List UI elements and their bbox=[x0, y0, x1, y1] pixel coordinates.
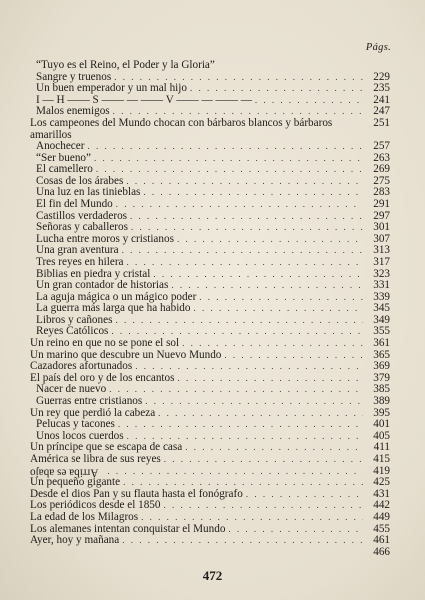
dot-leader bbox=[118, 419, 363, 431]
toc-entry-title: Ayer, hoy y mañana bbox=[30, 534, 120, 547]
toc-entry-page: 355 bbox=[373, 325, 390, 338]
dot-leader bbox=[185, 442, 363, 454]
dot-leader bbox=[109, 384, 363, 396]
dot-leader bbox=[131, 222, 363, 234]
toc-entry bbox=[30, 396, 390, 408]
toc-entry-page: 235 bbox=[373, 82, 390, 95]
toc-entry-page: 297 bbox=[373, 209, 390, 222]
toc-entry-title: La edad de los Milagros bbox=[30, 510, 139, 523]
page-number: 472 bbox=[202, 568, 223, 583]
dot-leader bbox=[127, 257, 363, 269]
dot-leader bbox=[177, 373, 363, 385]
toc-entry-page: 385 bbox=[373, 383, 390, 396]
toc-entry-title: Lucha entre moros y cristianos bbox=[36, 232, 174, 245]
dot-leader bbox=[228, 524, 363, 536]
toc-entry-title: Malos enemigos bbox=[36, 105, 110, 118]
toc-entry bbox=[30, 199, 390, 211]
toc-entry-page: 323 bbox=[373, 267, 390, 280]
toc-entry-title: Reyes Católicos bbox=[36, 325, 109, 338]
toc-entry-title: Los alemanes intentan conquistar el Mundo bbox=[30, 522, 226, 535]
dot-leader bbox=[116, 199, 363, 211]
toc-entry-page: 307 bbox=[373, 232, 390, 245]
dot-leader bbox=[143, 187, 363, 199]
dot-leader bbox=[126, 176, 363, 188]
toc-entry-title: Un rey que perdió la cabeza bbox=[30, 406, 156, 419]
dot-leader bbox=[182, 338, 363, 350]
toc-entry bbox=[30, 547, 390, 559]
dot-leader bbox=[164, 454, 363, 466]
dot-leader bbox=[94, 153, 363, 165]
toc-entry-page: 455 bbox=[373, 522, 390, 535]
dot-leader bbox=[130, 211, 363, 223]
dot-leader bbox=[153, 269, 363, 281]
dot-leader bbox=[87, 141, 363, 153]
toc-entry-page: 349 bbox=[373, 313, 390, 326]
toc-entry-page: 379 bbox=[373, 371, 390, 384]
toc-entry-title: Un príncipe que se escapa de casa bbox=[30, 441, 183, 454]
toc-entry-title: Un gran contador de historias bbox=[36, 279, 169, 292]
toc-entry-title: Cazadores afortunados bbox=[30, 360, 133, 373]
toc-entry-page: 251 bbox=[373, 116, 390, 129]
toc-entry bbox=[30, 454, 390, 466]
toc-entry-title: América se libra de sus reyes bbox=[30, 453, 161, 465]
toc-entry bbox=[30, 164, 390, 176]
toc-entry-title: El país del oro y de los encantos bbox=[30, 371, 175, 384]
dot-leader bbox=[145, 396, 363, 408]
toc-entry-title: “Tuyo es el Reino, el Poder y la Gloria” bbox=[36, 59, 215, 71]
toc-entry-page: 345 bbox=[373, 302, 390, 315]
toc-entry bbox=[30, 535, 390, 547]
toc-entry-title: Una gran aventura bbox=[36, 244, 119, 257]
dot-leader bbox=[115, 315, 363, 327]
toc-entry-title: Un marino que descubre un Nuevo Mundo bbox=[30, 348, 222, 361]
toc-entry-page: 411 bbox=[373, 441, 390, 454]
toc-entry-page: 229 bbox=[373, 70, 390, 83]
toc-entry-page: 247 bbox=[373, 105, 390, 118]
dot-leader bbox=[177, 234, 363, 246]
toc-entry-title: Nacer de nuevo bbox=[36, 383, 107, 396]
toc-entry-title: Sangre y truenos bbox=[36, 70, 112, 83]
toc-entry-title: “Ser bueno” bbox=[36, 151, 91, 164]
toc-entry-page: 466 bbox=[373, 545, 390, 558]
toc-entry-page: 263 bbox=[373, 151, 390, 164]
toc-entry-title: Un pequeño gigante bbox=[30, 476, 121, 489]
pages-column-header: Págs. bbox=[365, 42, 391, 53]
dot-leader bbox=[107, 466, 363, 478]
toc-entry-title: Tres reyes en hilera bbox=[36, 255, 124, 268]
dot-leader bbox=[224, 350, 363, 362]
toc-entry-page: 395 bbox=[373, 406, 390, 419]
table-of-contents bbox=[30, 60, 390, 558]
toc-entry-title: La aguja mágica o un mágico poder bbox=[36, 290, 197, 303]
toc-entry-page: 419 bbox=[373, 464, 390, 477]
toc-entry bbox=[30, 257, 390, 269]
dot-leader bbox=[96, 164, 363, 176]
toc-entry-title: I — H —— S —— — —— V —— — —— — bbox=[36, 93, 252, 106]
toc-entry-title: Unos locos cuerdos bbox=[36, 429, 124, 442]
toc-entry bbox=[30, 118, 390, 141]
toc-entry bbox=[30, 512, 390, 524]
toc-entry-page: 301 bbox=[373, 221, 390, 234]
toc-entry-title: Un buen emperador y un mal hijo bbox=[36, 82, 187, 95]
toc-entry bbox=[30, 280, 390, 292]
toc-entry-page: 365 bbox=[373, 348, 390, 361]
dot-leader bbox=[122, 535, 363, 547]
toc-entry-title: Anochecer bbox=[36, 139, 85, 152]
toc-entry bbox=[30, 222, 390, 234]
toc-entry-title: Guerras entre cristianos bbox=[36, 395, 143, 408]
toc-entry-page: 275 bbox=[373, 174, 390, 187]
toc-entry-page: 339 bbox=[373, 290, 390, 303]
toc-entry-title: Desde el dios Pan y su flauta hasta el fonógrafo bbox=[30, 487, 243, 500]
toc-entry-title: Una luz en las tinieblas bbox=[36, 186, 141, 199]
toc-entry-page: 431 bbox=[373, 487, 390, 500]
toc-entry-title: Biblias en piedra y cristal bbox=[36, 267, 151, 280]
toc-entry-page: 317 bbox=[373, 255, 390, 268]
dot-leader bbox=[141, 512, 363, 524]
toc-entry-page: 283 bbox=[373, 186, 390, 199]
toc-entry-title: El camellero bbox=[36, 163, 93, 176]
toc-entry bbox=[30, 141, 390, 153]
toc-entry-title: Los campeones del Mundo chocan con bárbaros blancos y bárbaros amarillos bbox=[30, 116, 333, 141]
toc-entry-page: 442 bbox=[373, 499, 390, 512]
dot-leader bbox=[199, 292, 363, 304]
toc-entry-page: 461 bbox=[373, 534, 390, 547]
toc-entry-page: 291 bbox=[373, 197, 390, 210]
dot-leader bbox=[255, 95, 363, 107]
toc-entry-title: Castillos verdaderos bbox=[36, 209, 128, 222]
toc-entry-title: Un reino en que no se pone el sol bbox=[30, 337, 180, 350]
toc-entry-page: 313 bbox=[373, 244, 390, 257]
toc-entry-title: Los periódicos desde el 1850 bbox=[30, 499, 161, 512]
toc-entry bbox=[30, 60, 390, 72]
toc-entry-page: 449 bbox=[373, 510, 390, 523]
dot-leader bbox=[246, 489, 363, 501]
dot-leader bbox=[158, 408, 363, 420]
toc-entry-page: 361 bbox=[373, 337, 390, 350]
toc-entry-title: Señoras y caballeros bbox=[36, 221, 128, 234]
dot-leader bbox=[171, 280, 363, 292]
toc-entry-page: 401 bbox=[373, 418, 390, 431]
toc-entry-title: El fin del Mundo bbox=[36, 197, 113, 210]
toc-entry-page: 425 bbox=[373, 476, 390, 489]
toc-entry-page: 257 bbox=[373, 139, 390, 152]
toc-entry-page: 369 bbox=[373, 360, 390, 373]
toc-entry bbox=[30, 338, 390, 350]
toc-entry-page: 331 bbox=[373, 279, 390, 292]
toc-entry-title: Libros y cañones bbox=[36, 313, 113, 326]
dot-leader bbox=[122, 245, 363, 257]
toc-entry-page: 389 bbox=[373, 395, 390, 408]
toc-entry-page: 415 bbox=[373, 453, 390, 465]
toc-entry-page: 241 bbox=[373, 93, 390, 106]
toc-entry-title: Cosas de los árabes bbox=[36, 174, 124, 187]
dot-leader bbox=[194, 303, 364, 315]
toc-entry-page: 405 bbox=[373, 429, 390, 442]
toc-entry-title: La guerra más larga que ha habido bbox=[36, 302, 191, 315]
toc-entry-title: Pelucas y tacones bbox=[36, 418, 115, 431]
toc-entry-title: Arriba es abajo bbox=[30, 466, 99, 479]
dot-leader bbox=[164, 500, 364, 512]
toc-entry-page: 269 bbox=[373, 163, 390, 176]
